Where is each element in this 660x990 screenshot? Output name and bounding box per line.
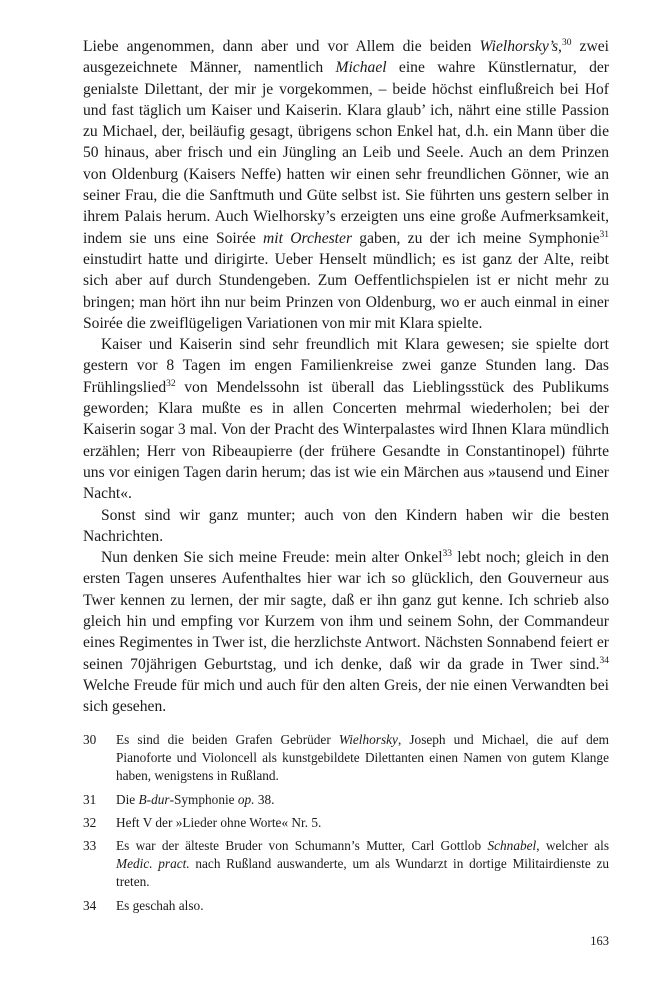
italic-text: Schnabel (487, 838, 537, 854)
footnotes (83, 731, 609, 920)
footnote-ref: 34 (599, 655, 609, 666)
footnote-ref: 32 (166, 378, 176, 389)
text-run: , welcher als (536, 838, 609, 854)
footnote (83, 814, 609, 832)
italic-text: Medic. pract. (116, 856, 190, 872)
footnote (83, 897, 609, 915)
paragraph (83, 334, 609, 504)
footnote-number: 33 (83, 838, 97, 854)
footnote (83, 791, 609, 809)
footnote-ref: 33 (442, 549, 453, 560)
footnote-number: 31 (83, 791, 97, 807)
footnote-text (116, 731, 609, 786)
footnote-ref: 30 (561, 38, 572, 48)
text-run: Es sind die beiden Grafen Gebrüder (116, 732, 339, 747)
paragraph (83, 547, 609, 717)
text-run: von Mendelssohn ist überall das Lieblingsstück des Publikums geworden; Klara mußte es in allen Concerten mehrmal wiederholen; bei der Kaiserin sogar 3 mal. Von der Pracht des Winterpalastes wird Ihnen Klara mündlich erzählen; Herr von Ribeaupierre (der frühere Gesandte in Constantinopel) führte uns vor einigen Tagen darin herum; das ist wie ein Märchen aus »tausend und Einer Nacht«. (83, 378, 609, 503)
text-run: eine wahre Künstlernatur, der genialste Dilettant, der mir je vorgekommen, – beide höchst einflußreich bei Hof und fast täglich um Kaiser und Kaiserin. Klara glaub’ ich, nährt eine stille Passion zu Michael, der, beiläufig gesagt, übrigens schon Enkel hat, d.h. ein Mann über die 50 hinaus, aber frisch und ein Jüngling an Leib und Seele. Auch an dem Prinzen von Oldenburg (Kaisers Neffe) hatten wir einen sehr freundlichen Gönner, wie an seiner Frau, die die Sanftmuth und Güte selbst ist. Sie führten uns gestern selber in ihrem Palais herum. Auch Wielhorsky’s erzeigten uns eine große Aufmerksamkeit, indem sie uns eine Soirée (83, 59, 609, 247)
footnote-text (116, 837, 609, 892)
text-run: Es geschah also. (116, 897, 204, 913)
footnote-text (116, 814, 609, 832)
text-run: zwei ausgezeichnete Männer, namentlich (83, 38, 609, 77)
paragraph (83, 505, 609, 548)
footnote-number: 34 (83, 897, 97, 913)
footnote-text (116, 791, 609, 809)
text-run: 38. (254, 791, 275, 807)
italic-text: op. (237, 791, 255, 807)
text-run: Kaiser und Kaiserin sind sehr freundlich mit Klara gewesen; sie spielte dort gestern vor 8 Tagen im engen Familienkreise zwei ganze Stunden lang. Das Frühlingslied (83, 336, 609, 396)
text-run: lebt noch; gleich in den ersten Tagen unseres Aufenthaltes hier war ich so glücklich, den Gouverneur aus Twer kennen zu lernen, der mir sagte, daß er ihn ganz gut kenne. Ich schrieb also gleich hin und empfing vor Kurzem von ihm und seinem Sohn, der Commandeur eines Regimentes in Twer ist, die herzlichste Antwort. Nächsten Sonnabend feiert er seinen 70jährigen Geburtstag, und ich denke, daß wir da grade in Twer sind. (83, 549, 610, 673)
text-run: Die (116, 791, 139, 807)
text-run: , (558, 38, 562, 55)
footnote (83, 731, 609, 786)
text-run: Liebe angenommen, dann aber und vor Allem die beiden (83, 38, 480, 55)
text-run: Heft V der »Lieder ohne Worte« Nr. 5. (116, 814, 322, 830)
footnote-number: 30 (83, 732, 97, 747)
text-run: Nun denken Sie sich meine Freude: mein alter Onkel (101, 549, 443, 567)
footnote (83, 837, 609, 892)
italic-text: Michael (335, 59, 387, 77)
italic-text: B-dur (138, 791, 170, 807)
text-run: -Symphonie (169, 791, 238, 807)
footnote-number: 32 (83, 814, 97, 830)
page-number: 163 (590, 934, 609, 948)
text-run: Welche Freude für mich und auch für den alten Greis, der nie einen Verwandten bei sich gesehen. (83, 676, 609, 716)
italic-text: mit Orchester (263, 229, 353, 247)
italic-text: Wielhorsky’s (479, 38, 559, 55)
italic-text: Wielhorsky (338, 732, 398, 747)
text-run: einstudirt hatte und dirigirte. Ueber Henselt mündlich; es ist ganz der Alte, reibt sich aber auf durch Stundengeben. Zum Oeffentlichspielen ist er nicht mehr zu bringen; man hört ihn nur beim Prinzen von Oldenburg, wo er auch einmal in einer Soirée die zweiflügeligen Variationen von mir mit Klara spielte. (83, 250, 609, 332)
text-run: gaben, zu der ich meine Symphonie (352, 229, 600, 247)
text-run: Sonst sind wir ganz munter; auch von den Kindern haben wir die besten Nachrichten. (83, 506, 609, 545)
text-run: nach Rußland auswanderte, um als Wundarzt in dortige Militairdienste zu treten. (116, 856, 609, 890)
text-run: , Joseph und Michael, die auf dem Pianoforte und Violoncell als kunstgebildete Dilettanten einen Namen von gutem Klange haben, wenigstens in Rußland. (116, 732, 610, 784)
footnote-text (116, 897, 609, 915)
footnote-ref: 31 (599, 229, 609, 240)
main-text (83, 36, 609, 718)
text-run: Es war der älteste Bruder von Schumann’s Mutter, Carl Gottlob (116, 838, 488, 854)
paragraph (83, 36, 609, 334)
